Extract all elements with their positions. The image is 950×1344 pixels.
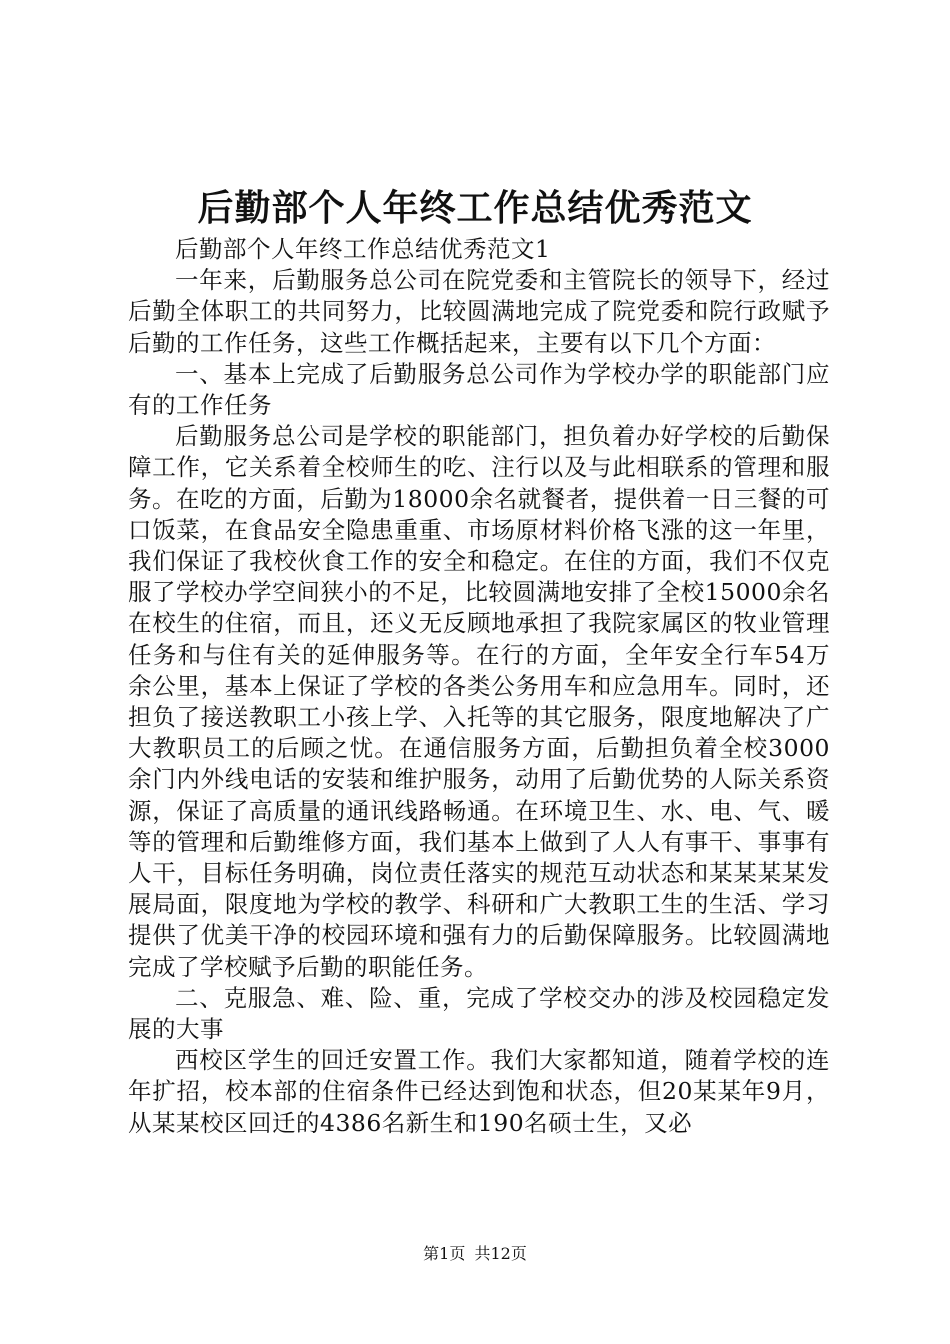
document-body — [128, 234, 830, 1139]
document-title: 后勤部个人年终工作总结优秀范文 — [197, 187, 753, 229]
paragraph-heading-1: 一、基本上完成了后勤服务总公司作为学校办学的职能部门应有的工作任务 — [128, 359, 830, 420]
paragraph-section-1: 后勤服务总公司是学校的职能部门，担负着办好学校的后勤保障工作，它关系着全校师生的吃、注行以及与此相联系的管理和服务。在吃的方面，后勤为18000余名就餐者，提供着一日三餐的可口饭菜，在食品安全隐患重重、市场原材料价格飞涨的这一年里，我们保证了我校伙食工作的安全和稳定。在住的方面，我们不仅克服了学校办学空间狭小的不足，比较圆满地安排了全校15000余名在校生的住宿，而且，还义无反顾地承担了我院家属区的牧业管理任务和与住有关的延伸服务等。在行的方面，全年安全行车54万余公里，基本上保证了学校的各类公务用车和应急用车。同时，还担负了接送教职工小孩上学、入托等的其它服务，限度地解决了广大教职员工的后顾之忧。在通信服务方面，后勤担负着全校3000余门内外线电话的安装和维护服务，动用了后勤优势的人际关系资源，保证了高质量的通讯线路畅通。在环境卫生、水、电、气、暖等的管理和后勤维修方面，我们基本上做到了人人有事干、事事有人干，目标任务明确，岗位责任落实的规范互动状态和某某某某发展局面，限度地为学校的教学、科研和广大教职工生的生活、学习提供了优美干净的校园环境和强有力的后勤保障服务。比较圆满地完成了学校赋予后勤的职能任务。 — [128, 422, 830, 981]
page-number: 第1页 — [423, 1244, 466, 1263]
paragraph-section-2: 西校区学生的回迁安置工作。我们大家都知道，随着学校的连年扩招，校本部的住宿条件已经达到饱和状态，但20某某年9月，从某某校区回迁的4386名新生和190名硕士生，又必 — [128, 1046, 830, 1137]
paragraph-subtitle: 后勤部个人年终工作总结优秀范文1 — [175, 235, 551, 263]
paragraph-heading-2: 二、克服急、难、险、重，完成了学校交办的涉及校园稳定发展的大事 — [128, 983, 830, 1044]
paragraph-intro: 一年来，后勤服务总公司在院党委和主管院长的领导下，经过后勤全体职工的共同努力，比较圆满地完成了院党委和院行政赋予后勤的工作任务，这些工作概括起来，主要有以下几个方面： — [128, 266, 830, 357]
page-footer — [0, 1243, 950, 1265]
page-total: 共12页 — [474, 1244, 527, 1263]
